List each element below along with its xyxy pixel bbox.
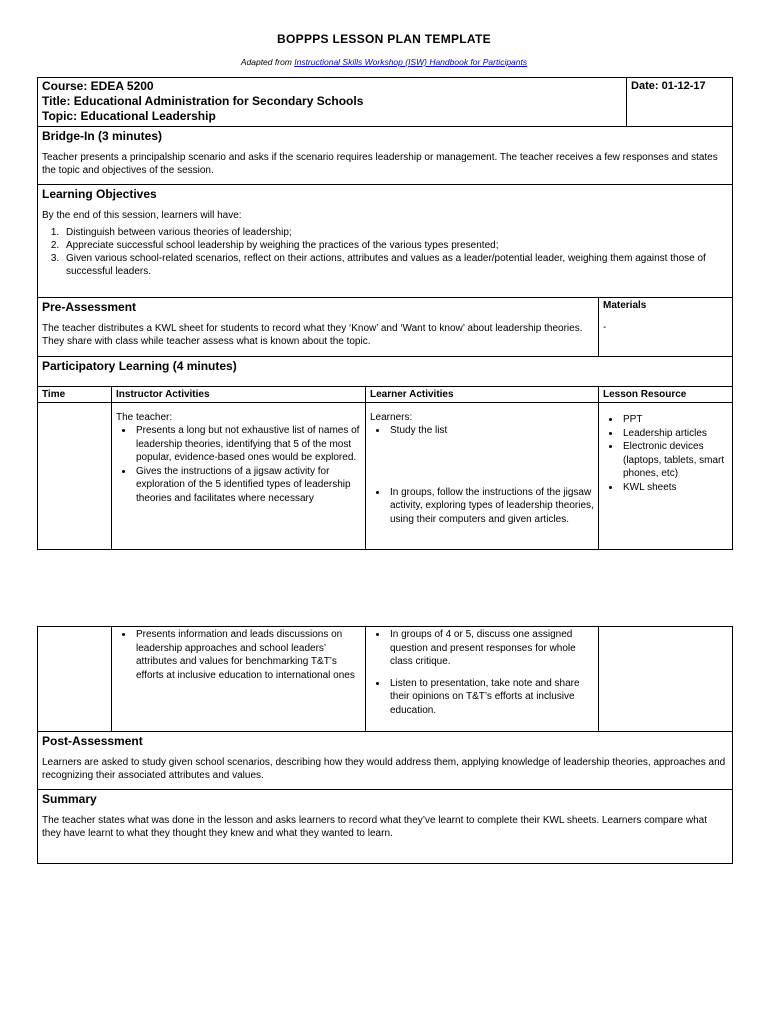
pre-assessment-text: The teacher distributes a KWL sheet for students to record what they ‘Know’ and ‘Want to know’ about leadership theories. They share with class while teacher assess what is known about the topic. bbox=[42, 323, 583, 347]
learner-activities-cell bbox=[366, 627, 599, 732]
course-info-cell bbox=[38, 78, 627, 127]
summary-text: The teacher states what was done in the lesson and asks learners to record what they’ve learnt to complete their KWL sheets. Learners compare what they have learnt to what they thought they knew and what they wanted to learn. bbox=[42, 815, 707, 839]
materials-heading: Materials bbox=[603, 300, 647, 311]
materials-cell bbox=[599, 298, 733, 357]
post-assessment-heading: Post-Assessment bbox=[42, 734, 143, 748]
instructor-activity-item: • Presents a long but not exhaustive list of names of leadership theories, identifying that 5 of the most popular, evidence-based ones would be explored. bbox=[134, 424, 365, 465]
learning-objectives-section bbox=[38, 185, 733, 298]
lesson-plan-table bbox=[37, 77, 733, 550]
objective-item: 1. Distinguish between various theories of leadership; bbox=[62, 226, 732, 239]
course-code: Course: EDEA 5200 bbox=[42, 79, 154, 93]
post-assessment-section bbox=[38, 732, 733, 790]
course-topic: Topic: Educational Leadership bbox=[42, 109, 216, 123]
time-cell bbox=[38, 627, 112, 732]
lesson-resources-cell bbox=[599, 627, 733, 732]
summary-section bbox=[38, 790, 733, 864]
column-header-time: Time bbox=[38, 387, 112, 403]
bridge-in-text: Teacher presents a principalship scenario and asks if the scenario requires leadership or management. The teacher receives a few responses and states the topic and objectives of the session. bbox=[42, 152, 718, 176]
column-header-resource: Lesson Resource bbox=[599, 387, 733, 403]
learner-activity-item: • Study the list bbox=[388, 424, 598, 438]
lesson-resources-list bbox=[603, 413, 732, 494]
instructor-activity-item: • Presents information and leads discussions on leadership approaches and school leaders’ attributes and values for benchmarking T&T’s efforts at inclusive education to international ones bbox=[134, 628, 365, 682]
course-title: Title: Educational Administration for Secondary Schools bbox=[42, 94, 364, 108]
objective-item: 2. Appreciate successful school leadership by weighing the practices of the various types presented; bbox=[62, 239, 732, 252]
instructor-intro: The teacher: bbox=[116, 412, 173, 423]
learner-activity-item: • In groups, follow the instructions of the jigsaw activity, exploring types of leadership theories, using their computers and given articles. bbox=[388, 486, 598, 527]
objective-item: 3. Given various school-related scenarios, reflect on their actions, attributes and values as a leader/potential leader, weighing them against those of successful leaders. bbox=[62, 252, 732, 278]
lesson-plan-table-continued bbox=[37, 626, 733, 864]
adapted-from-line bbox=[0, 57, 768, 67]
date-cell bbox=[627, 78, 733, 127]
isw-handbook-link[interactable]: Instructional Skills Workshop (ISW) Handbook for Participants bbox=[294, 57, 528, 67]
summary-heading: Summary bbox=[42, 792, 97, 806]
instructor-activities-cell bbox=[112, 627, 366, 732]
materials-value: - bbox=[603, 322, 607, 333]
objectives-list bbox=[42, 226, 732, 278]
document-title: BOPPPS LESSON PLAN TEMPLATE bbox=[277, 32, 491, 46]
resource-item: • Electronic devices (laptops, tablets, smart phones, etc) bbox=[621, 440, 732, 481]
instructor-activities-list bbox=[116, 628, 365, 682]
learner-activity-item: • In groups of 4 or 5, discuss one assigned question and present responses for whole class critique. bbox=[388, 628, 598, 669]
participatory-learning-heading: Participatory Learning (4 minutes) bbox=[42, 359, 237, 373]
column-header-instructor: Instructor Activities bbox=[112, 387, 366, 403]
adapted-prefix: Adapted from bbox=[240, 57, 295, 67]
objectives-intro: By the end of this session, learners will have: bbox=[42, 210, 242, 221]
bridge-in-section bbox=[38, 127, 733, 185]
lesson-resources-cell bbox=[599, 403, 733, 550]
instructor-activity-item: • Gives the instructions of a jigsaw activity for exploration of the 5 identified types of leadership theories and facilitates where necessary bbox=[134, 465, 365, 506]
lesson-date: Date: 01-12-17 bbox=[631, 80, 706, 92]
learner-activities-list bbox=[370, 628, 598, 717]
resource-item: • Leadership articles bbox=[621, 427, 732, 441]
pre-assessment-heading: Pre-Assessment bbox=[42, 300, 137, 314]
learning-objectives-heading: Learning Objectives bbox=[42, 187, 157, 201]
post-assessment-text: Learners are asked to study given school scenarios, describing how they would address them, applying knowledge of leadership theories, approaches and recognizing their associated attributes and values. bbox=[42, 757, 726, 781]
resource-item: • PPT bbox=[621, 413, 732, 427]
instructor-activities-list bbox=[116, 424, 365, 505]
pre-assessment-section bbox=[38, 298, 599, 357]
column-header-learner: Learner Activities bbox=[366, 387, 599, 403]
time-cell bbox=[38, 403, 112, 550]
resource-item: • KWL sheets bbox=[621, 481, 732, 495]
learner-activity-item: • Listen to presentation, take note and share their opinions on T&T’s efforts at inclusive education. bbox=[388, 677, 598, 718]
learner-activities-list bbox=[370, 424, 598, 526]
learner-intro: Learners: bbox=[370, 412, 413, 423]
bridge-in-heading: Bridge-In (3 minutes) bbox=[42, 129, 163, 143]
learner-activities-cell bbox=[366, 403, 599, 550]
instructor-activities-cell bbox=[112, 403, 366, 550]
participatory-learning-section bbox=[38, 357, 733, 387]
